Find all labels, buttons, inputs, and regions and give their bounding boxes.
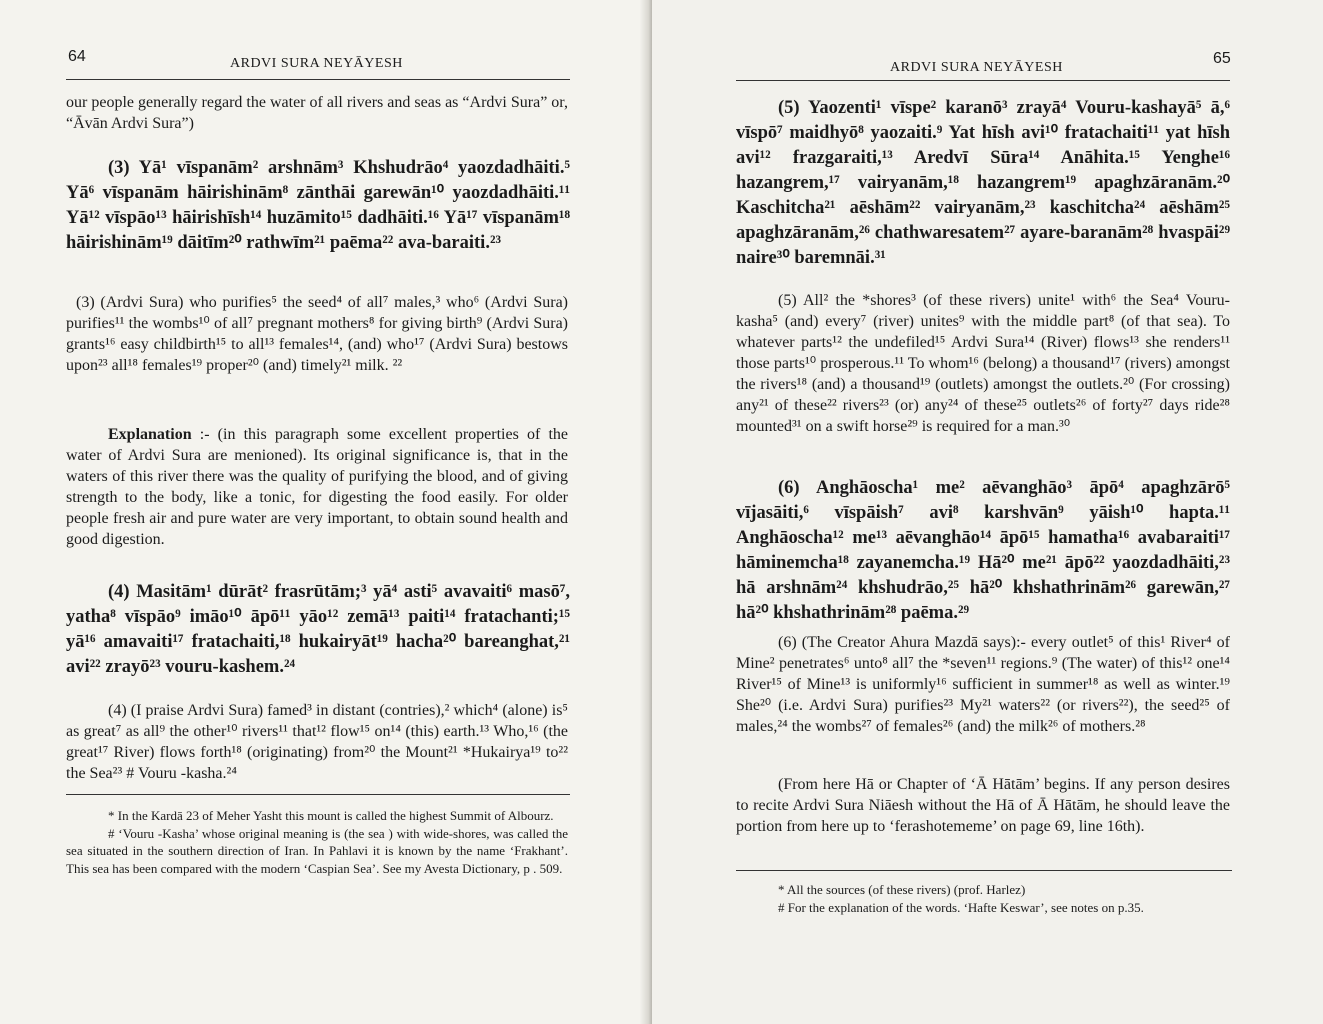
footnote-2: # ‘Vouru -Kasha’ whose original meaning is (the sea ) with wide-shores, was called the sea situated in the southern direction of Iran. In Pahlavi it is known by the name ‘Frakhant’. This sea has been compared with the modern ‘Caspian Sea’. See my Avesta Dictionary, p . 509.: [66, 825, 568, 876]
footnote-rule: [736, 870, 1232, 871]
running-head: ARDVI SURA NEYĀYESH: [890, 60, 1063, 75]
left-page: [0, 0, 652, 1024]
verse-6-translation: (6) (The Creator Ahura Mazdā says):- every outlet⁵ of this¹ River⁴ of Mine² penetrates⁶ unto⁸ all⁷ the *seven¹¹ regions.⁹ (The water) of this¹² one¹⁴ River¹⁵ of Mine¹³ is uniformly¹⁶ sufficient in summer¹⁸ as well as winter.¹⁹ She²⁰ (i.e. Ardvi Sura) purifies²³ My²¹ waters²² (or rivers²²), the seed²⁵ of males,²⁴ the wombs²⁷ of females²⁶ (and) the milk²⁶ of mothers.²⁸: [736, 634, 1230, 735]
verse-5-avestan: (5) Yaozenti¹ vīspe² karanō³ zrayā⁴ Vouru-kashayā⁵ ā,⁶ vīspō⁷ maidhyō⁸ yaozaiti.⁹ Yat hīsh avi¹⁰ fratachaiti¹¹ yat hīsh avi¹² frazgaraiti,¹³ Aredvī Sūra¹⁴ Anāhita.¹⁵ Yenghe¹⁶ hazangrem,¹⁷ vairyanām,¹⁸ hazangrem¹⁹ apaghzāranām.²⁰ Kaschitcha²¹ aēshām²² vairyanām,²³ kaschitcha²⁴ aēshām²⁵ apaghzāranām,²⁶ chathwaresatem²⁷ ayare-baranām²⁸ hvaspāi²⁹ naire³⁰ baremnāi.³¹: [736, 98, 1230, 268]
header-rule: [736, 80, 1230, 81]
footnote-1: * All the sources (of these rivers) (prof. Harlez): [778, 882, 1026, 897]
footnotes: [66, 807, 568, 877]
footnote-rule: [66, 794, 570, 795]
footnote-1: * In the Kardā 23 of Meher Yasht this mount is called the highest Summit of Albourz.: [108, 808, 554, 823]
intro-text: our people generally regard the water of all rivers and seas as “Ardvi Sura” or, “Āvān Ardvi Sura”): [66, 94, 568, 132]
verse-3-translation: (3) (Ardvi Sura) who purifies⁵ the seed⁴ of all⁷ males,³ who⁶ (Ardvi Sura) purifies¹¹ the wombs¹⁰ of all⁷ pregnant mothers⁸ for giving birth⁹ (Ardvi Sura) grants¹⁶ easy childbirth¹⁵ to all¹³ females¹⁴, (and) who¹⁷ (Ardvi Sura) bestows upon²³ all¹⁸ females¹⁹ proper²⁰ (and) timely²¹ milk. ²²: [66, 294, 568, 374]
footnotes: [736, 881, 1230, 916]
page-number: 64: [68, 48, 86, 65]
verse-6-avestan: (6) Anghāoscha¹ me² aēvanghāo³ āpō⁴ apaghzārō⁵ vījasāiti,⁶ vīspāish⁷ avi⁸ karshvān⁹ yāish¹⁰ hapta.¹¹ Anghāoscha¹² me¹³ aēvanghāo¹⁴ āpō¹⁵ hamatha¹⁶ avabaraiti¹⁷ hāminemcha¹⁸ zayanemcha.¹⁹ Hā²⁰ me²¹ āpō²² yaozdadhāiti,²³ hā arshnām²⁴ khshudrāo,²⁵ hā²⁰ khshathrinām²⁶ garewān,²⁷ hā²⁰ khshathrinām²⁸ paēma.²⁹: [736, 478, 1230, 623]
verse-3-avestan: (3) Yā¹ vīspanām² arshnām³ Khshudrāo⁴ yaozdadhāiti.⁵ Yā⁶ vīspanām hāirishinām⁸ zānthāi garewān¹⁰ yaozdadhāiti.¹¹ Yā¹² vīspāo¹³ hāirishīsh¹⁴ huzāmito¹⁵ dadhāiti.¹⁶ Yā¹⁷ vīspanām¹⁸ hāirishinām¹⁹ dāitīm²⁰ rathwīm²¹ paēma²² ava-baraiti.²³: [66, 158, 570, 253]
explanation-label: Explanation: [108, 426, 192, 443]
verse-5-translation: (5) All² the *shores³ (of these rivers) unite¹ with⁶ the Sea⁴ Vouru-kasha⁵ (and) every⁷ (river) unites⁹ with the middle part⁸ (of that sea). To whatever parts¹² the undefiled¹⁵ Ardvi Sura¹⁴ (River) flows¹³ she renders¹¹ those parts¹⁰ prosperous.¹¹ To whom¹⁶ (belong) a thousand¹⁷ (rivers) amongst the rivers¹⁸ (and) a thousand¹⁹ (outlets) amongst the outlets.²⁰ (For crossing) any²¹ of these²² rivers²³ (or) any²⁴ of these²⁵ outlets²⁶ of forty²⁷ days ride²⁸ mounted³¹ on a swift horse²⁹ is required for a man.³⁰: [736, 292, 1230, 435]
running-head: ARDVI SURA NEYĀYESH: [230, 56, 403, 71]
page-number: 65: [1213, 50, 1231, 67]
footnote-2: # For the explanation of the words. ‘Hafte Keswar’, see notes on p.35.: [778, 899, 1144, 915]
explanation-text: :- (in this paragraph some excellent properties of the water of Ardvi Sura are menioned). Its original significance is, that in the waters of this river there was the quality of purifying the blood, and of giving strength to the body, like a tonic, for digesting the food easily. For older people fresh air and pure water are very important, to obtain sound health and good digestion.: [66, 426, 568, 548]
header-rule: [66, 79, 570, 80]
verse-4-avestan: (4) Masitām¹ dūrāt² frasrūtām;³ yā⁴ asti⁵ avavaiti⁶ masō⁷, yatha⁸ vīspāo⁹ imāo¹⁰ āpō¹¹ yāo¹² zemā¹³ paiti¹⁴ fratachanti;¹⁵ yā¹⁶ amavaiti¹⁷ fratachaiti,¹⁸ hukairyāt¹⁹ hacha²⁰ bareanghat,²¹ avi²² zrayō²³ vouru-kashem.²⁴: [66, 582, 570, 677]
hatam-note: (From here Hā or Chapter of ‘Ā Hātām’ begins. If any person desires to recite Ardvi Sura Niāesh without the Hā of Ā Hātām, he should leave the portion from here up to ‘ferashotememe’ on page 69, line 16th).: [736, 776, 1230, 835]
verse-4-translation: (4) (I praise Ardvi Sura) famed³ in distant (contries),² which⁴ (alone) is⁵ as great⁷ as all⁹ the other¹⁰ rivers¹¹ that¹² flow¹⁵ on¹⁴ (this) earth.¹³ Who,¹⁶ (the great¹⁷ River) flows forth¹⁸ (originating) from²⁰ the Mount²¹ *Hukairya¹⁹ to²² the Sea²³ # Vouru -kasha.²⁴: [66, 702, 568, 782]
right-page: [652, 0, 1323, 1024]
explanation-paragraph: [66, 424, 568, 550]
